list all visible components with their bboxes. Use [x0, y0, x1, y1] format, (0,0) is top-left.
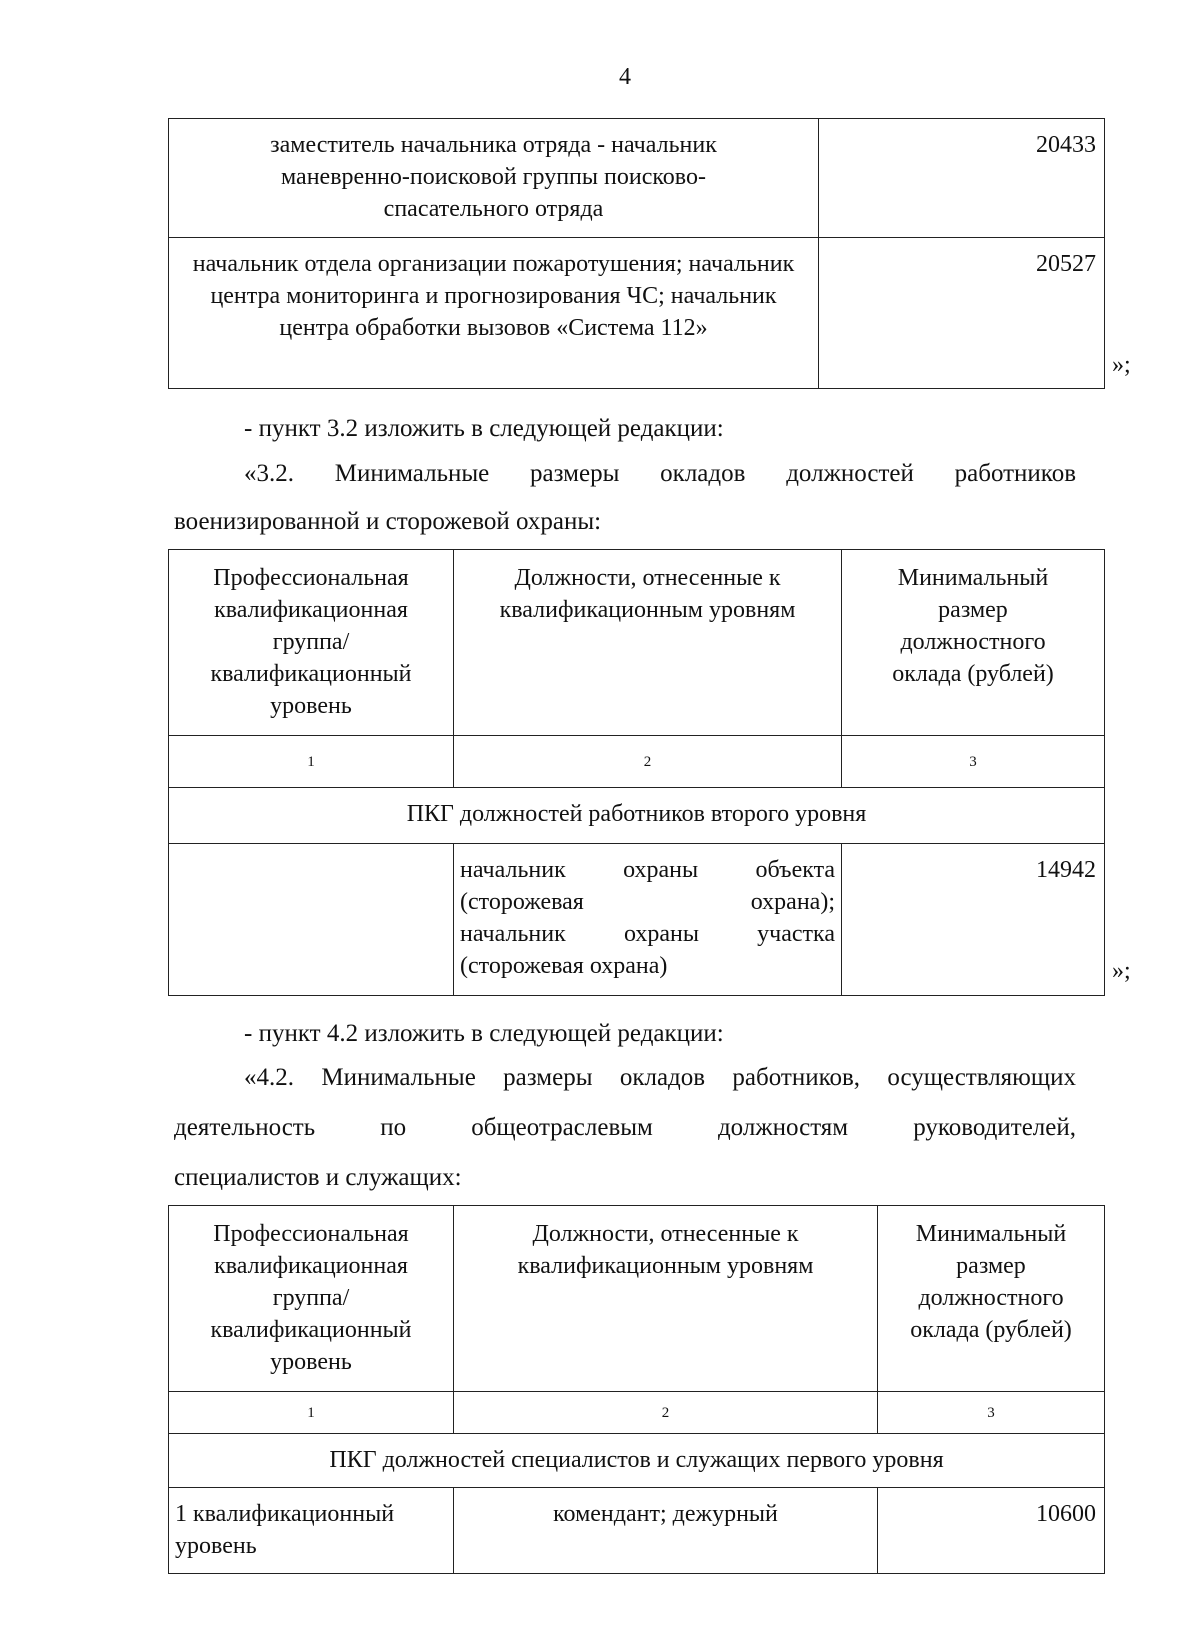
table-row	[169, 1488, 1105, 1574]
header-qualification-group: Профессиональная квалификационная группа/ квалификационный уровень	[169, 1206, 454, 1392]
position-cell: начальник отдела организации пожаротушения; начальник центра мониторинга и прогнозирования ЧС; начальник центра обработки вызовов «Система 112»	[169, 238, 819, 389]
positions-cell	[454, 844, 842, 996]
column-number: 2	[454, 736, 842, 788]
group-title-row	[169, 1434, 1105, 1488]
paragraph-4-2-line1: «4.2. Минимальные размеры окладов работников, осуществляющих	[244, 1064, 1076, 1091]
group-title: ПКГ должностей работников второго уровня	[169, 788, 1105, 844]
instruction-4-2: - пункт 4.2 изложить в следующей редакции:	[244, 1020, 724, 1047]
salary-table-guard	[168, 549, 1105, 996]
positions-cell: комендант; дежурный	[454, 1488, 878, 1574]
salary-cell: 20527	[819, 238, 1105, 389]
position-cell: заместитель начальника отряда - начальник маневренно-поисковой группы поисково-спасательного отряда	[169, 119, 819, 238]
column-number: 1	[169, 1392, 454, 1434]
positions-line: (сторожевая охрана)	[460, 953, 668, 979]
level-cell: 1 квалификационный уровень	[169, 1488, 454, 1574]
header-row	[169, 550, 1105, 736]
header-qualification-group: Профессиональная квалификационная группа/ квалификационный уровень	[169, 550, 454, 736]
header-positions: Должности, отнесенные к квалификационным уровням	[454, 1206, 878, 1392]
column-number: 3	[842, 736, 1105, 788]
instruction-3-2: - пункт 3.2 изложить в следующей редакции:	[244, 415, 724, 442]
header-positions: Должности, отнесенные к квалификационным уровням	[454, 550, 842, 736]
page-number: 4	[619, 64, 631, 90]
salary-cell: 20433	[819, 119, 1105, 238]
group-title-row	[169, 788, 1105, 844]
salary-cell: 10600	[878, 1488, 1105, 1574]
level-cell	[169, 844, 454, 996]
positions-line: (сторожевая охрана);	[460, 889, 835, 915]
salary-table-general	[168, 1205, 1105, 1574]
salary-table-continuation	[168, 118, 1105, 389]
paragraph-3-2-line1: «3.2. Минимальные размеры окладов должностей работников	[244, 460, 1076, 487]
table-row	[169, 119, 1105, 238]
column-number: 3	[878, 1392, 1105, 1434]
closing-quote: »;	[1112, 352, 1131, 378]
positions-line: начальник охраны участка	[460, 921, 835, 947]
paragraph-3-2-line2: военизированной и сторожевой охраны:	[174, 508, 602, 535]
table-row	[169, 238, 1105, 389]
salary-cell: 14942	[842, 844, 1105, 996]
column-number-row	[169, 736, 1105, 788]
header-row	[169, 1206, 1105, 1392]
header-min-salary: Минимальный размер должностного оклада (рублей)	[842, 550, 1105, 736]
column-number-row	[169, 1392, 1105, 1434]
group-title: ПКГ должностей специалистов и служащих первого уровня	[169, 1434, 1105, 1488]
table-row	[169, 844, 1105, 996]
paragraph-4-2-line2: деятельность по общеотраслевым должностям руководителей,	[174, 1114, 1076, 1141]
closing-quote: »;	[1112, 958, 1131, 984]
paragraph-4-2-line3: специалистов и служащих:	[174, 1164, 462, 1191]
column-number: 1	[169, 736, 454, 788]
column-number: 2	[454, 1392, 878, 1434]
header-min-salary: Минимальный размер должностного оклада (рублей)	[878, 1206, 1105, 1392]
positions-line: начальник охраны объекта	[460, 857, 835, 883]
